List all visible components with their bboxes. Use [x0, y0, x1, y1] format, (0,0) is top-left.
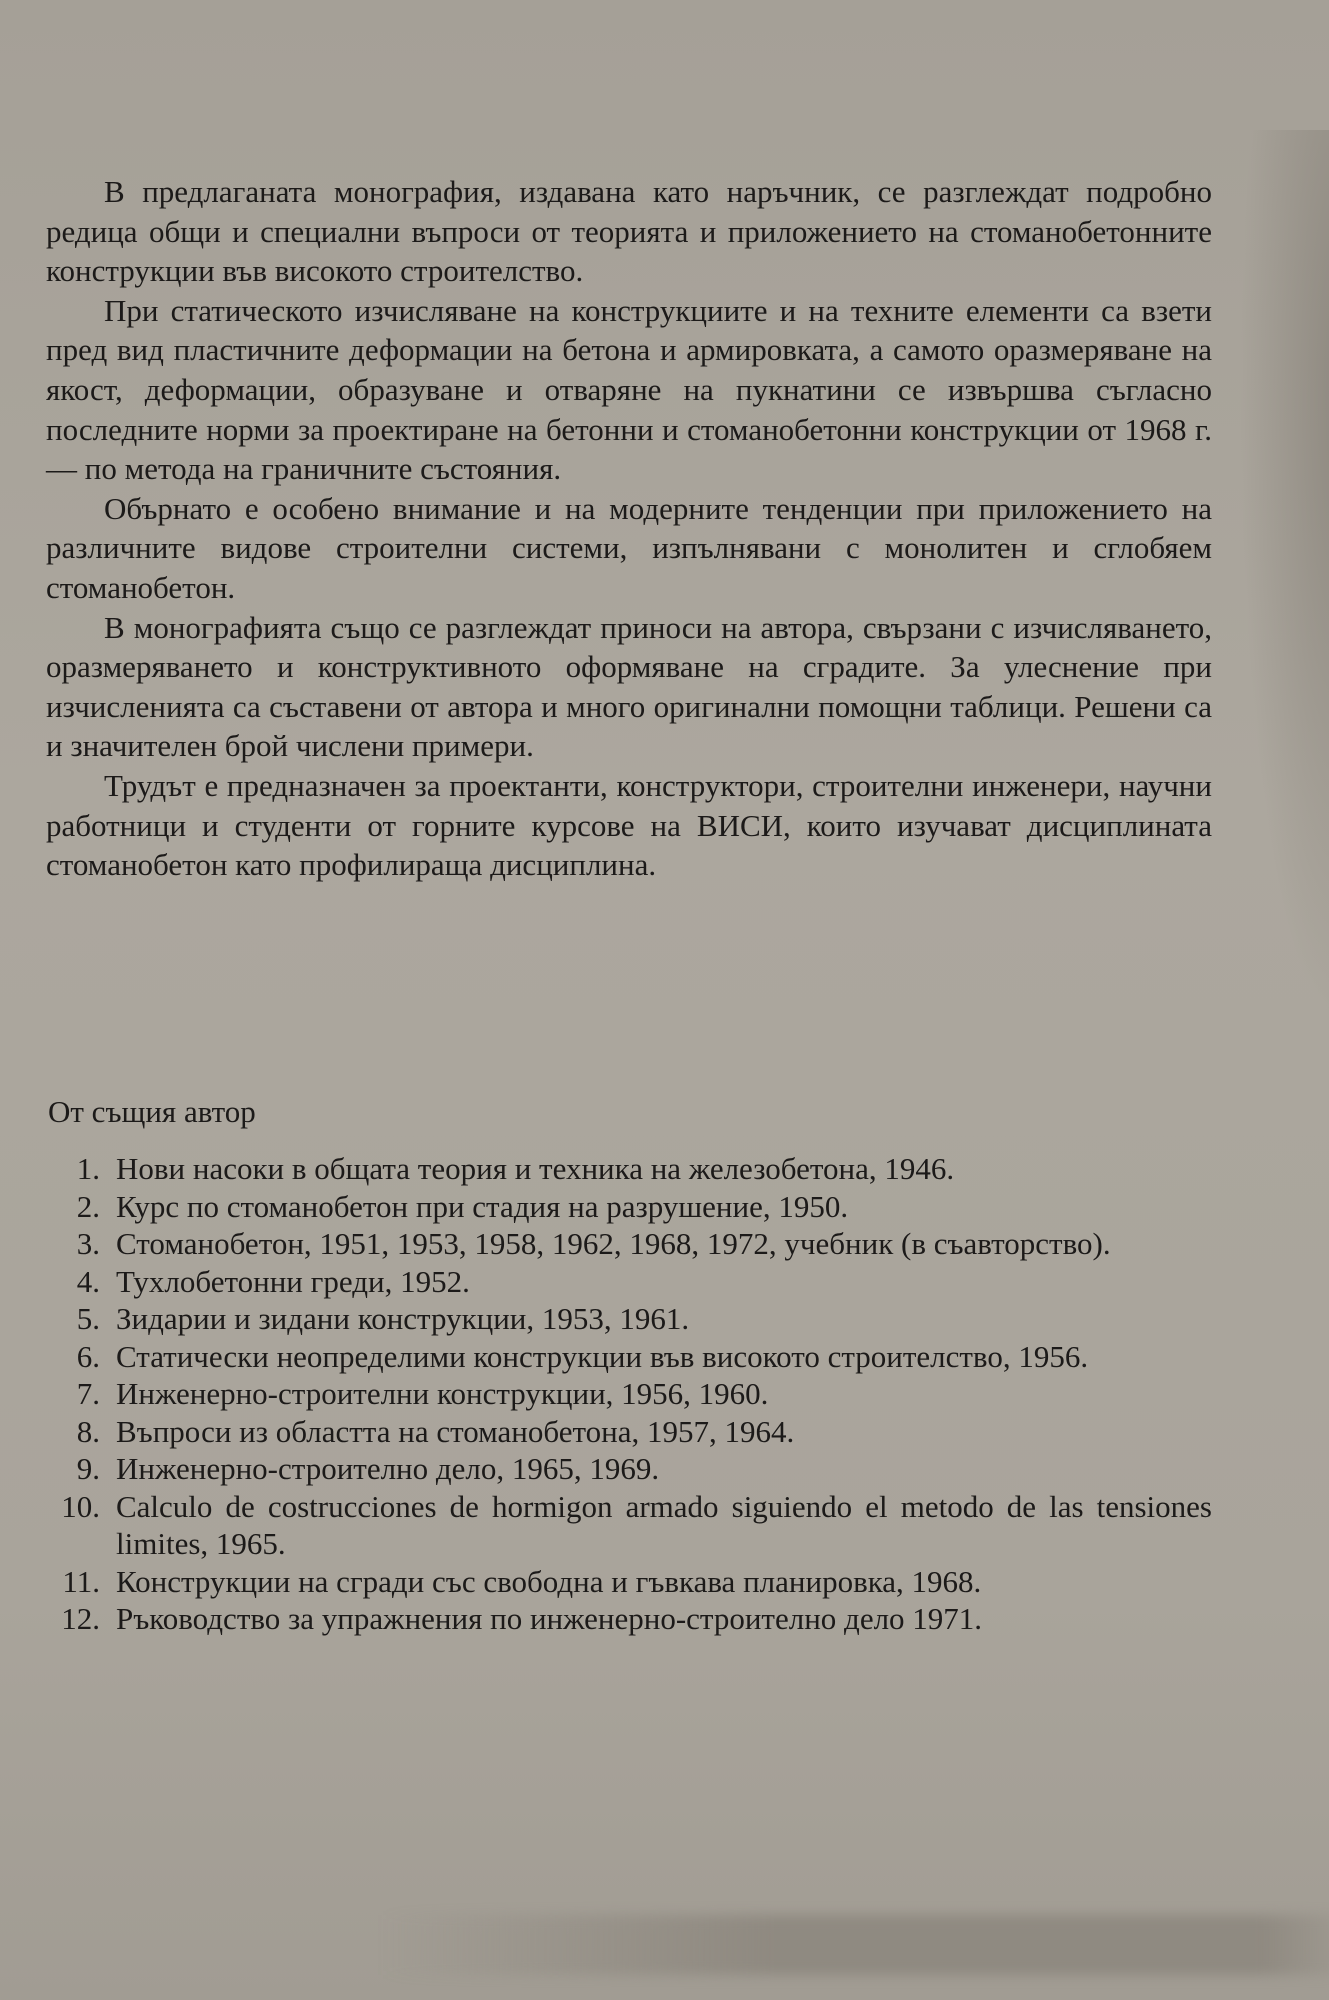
- list-item-text: Нови насоки в общата теория и техника на железобетона, 1946.: [116, 1151, 955, 1186]
- list-item-text: Зидарии и зидани конструкции, 1953, 1961.: [116, 1301, 690, 1336]
- list-item: [48, 1188, 1212, 1226]
- list-item-text: Курс по стоманобетон при стадия на разрушение, 1950.: [116, 1188, 849, 1224]
- intro-paragraph-1: В предлаганата монография, издавана като наръчник, се разглеждат подробно редица общи и специални въпроси от теорията и приложението на стоманобетонните конструкции във високото строителство.: [46, 174, 1212, 289]
- list-item: [48, 1488, 1212, 1563]
- list-item-number: 12.: [61, 1601, 100, 1636]
- list-item: [48, 1300, 1212, 1338]
- list-item-number: 11.: [62, 1563, 100, 1599]
- list-item-text: Конструкции на сгради със свободна и гъвкава планировка, 1968.: [116, 1563, 982, 1599]
- list-item: [48, 1375, 1212, 1413]
- list-item-text: Инженерно-строителни конструкции, 1956, 1960.: [116, 1376, 769, 1411]
- annotation-text: [46, 172, 1212, 885]
- list-item: [48, 1450, 1212, 1488]
- list-item-text: Calculo de costrucciones de hormigon armado siguiendo el metodo de las tensiones limites, 1965.: [116, 1488, 1212, 1561]
- intro-paragraph-2: При статическото изчисляване на конструкциите и на техните елементи са взети пред вид пластичните деформации на бетона и армировката, а самото оразмеряване на якост, деформации, образуване и отваряне на пукнатини се извършва съгласно последните норми за проектиране на бетонни и стоманобетонни конструкции от 1968 г. — по метода на граничните състояния.: [46, 292, 1212, 487]
- list-item-text: Тухлобетонни греди, 1952.: [116, 1263, 470, 1299]
- works-list: [48, 1150, 1212, 1638]
- intro-paragraph-4: В монографията също се разглеждат приноси на автора, свързани с изчисляването, оразмеряването и конструктивното оформяване на сградите. За улеснение при изчисленията са съставени от автора и много оригинални помощни таблици. Решени са и значителен брой числени примери.: [46, 609, 1212, 764]
- list-item-text: Инженерно-строително дело, 1965, 1969.: [116, 1451, 660, 1486]
- list-item-number: 7.: [76, 1376, 100, 1411]
- list-item: [48, 1150, 1212, 1188]
- list-item-text: Стоманобетон, 1951, 1953, 1958, 1962, 1968, 1972, учебник (в съавторство).: [116, 1226, 1111, 1261]
- list-item-number: 3.: [76, 1226, 100, 1261]
- list-item: [48, 1413, 1212, 1451]
- list-item-number: 1.: [76, 1151, 100, 1186]
- list-item-text: Статически неопределими конструкции във високото строителство, 1956.: [116, 1338, 1089, 1374]
- list-item-number: 2.: [76, 1188, 100, 1224]
- list-item-number: 5.: [76, 1301, 100, 1336]
- list-item-number: 9.: [76, 1451, 100, 1486]
- show-through-shadow-bottom: [380, 1915, 1329, 1975]
- list-item-text: Въпроси из областта на стоманобетона, 1957, 1964.: [116, 1413, 795, 1449]
- works-heading: От същия автор: [48, 1094, 256, 1129]
- list-item-number: 8.: [76, 1413, 100, 1449]
- show-through-shadow-right: [1239, 130, 1329, 1030]
- list-item: [48, 1563, 1212, 1601]
- list-item: [48, 1225, 1212, 1263]
- list-item: [48, 1600, 1212, 1638]
- intro-paragraph-5: Трудът е предназначен за проектанти, конструктори, строителни инженери, научни работници и студенти от горните курсове на ВИСИ, които изучават дисциплината стоманобетон като профилираща дисциплина.: [46, 767, 1212, 883]
- list-item: [48, 1338, 1212, 1376]
- list-item-text: Ръководство за упражнения по инженерно-строително дело 1971.: [116, 1601, 983, 1636]
- intro-paragraph-3: Обърнато е особено внимание и на модерните тенденции при приложението на различните видове строителни системи, изпълнявани с монолитен и сглобяем стоманобетон.: [46, 490, 1212, 605]
- list-item-number: 6.: [76, 1338, 100, 1374]
- list-item-number: 4.: [76, 1263, 100, 1299]
- list-item-number: 10.: [61, 1488, 100, 1524]
- list-item: [48, 1263, 1212, 1301]
